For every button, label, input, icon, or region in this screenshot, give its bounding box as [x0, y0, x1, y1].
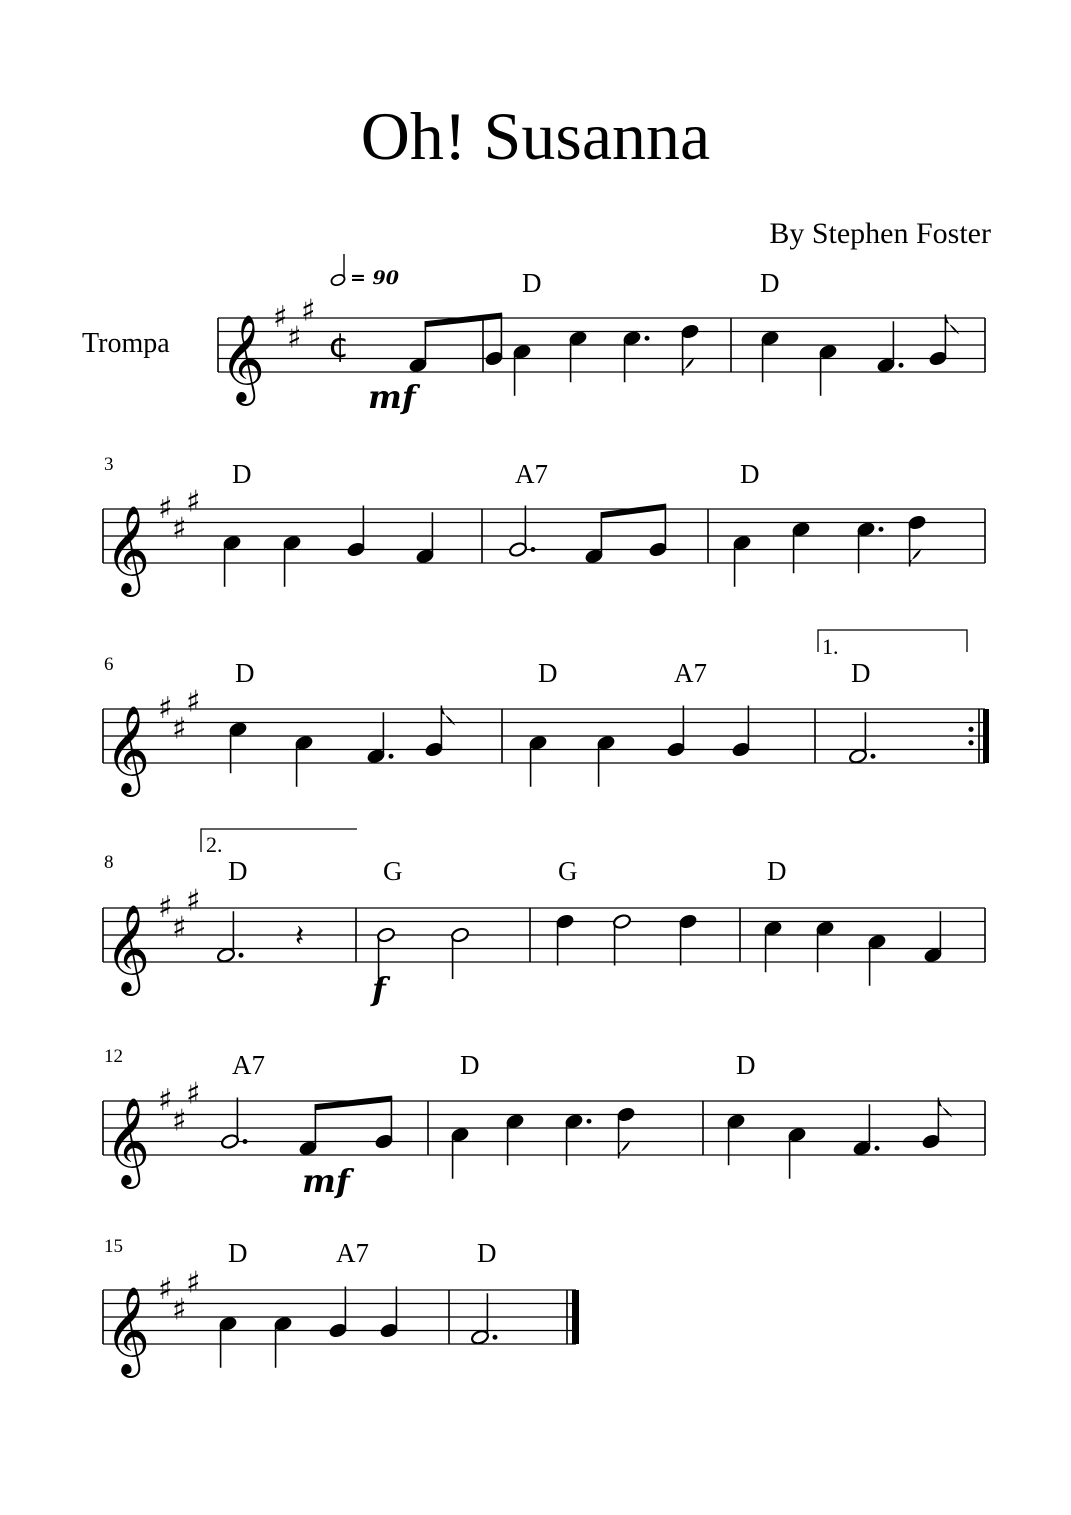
chord-symbol: D — [767, 856, 787, 886]
chord-symbol: D — [522, 268, 542, 298]
chord-symbol: D — [228, 1238, 248, 1268]
note — [763, 920, 782, 972]
note — [760, 330, 779, 382]
treble-clef: 𝄞 — [220, 313, 265, 402]
measure-number: 3 — [104, 454, 114, 475]
sharp-sign: ♯ — [172, 1292, 187, 1328]
note — [678, 913, 697, 965]
note — [216, 911, 243, 963]
instrument-label: Trompa — [82, 328, 170, 359]
augmentation-dot — [587, 1119, 592, 1124]
augmentation-dot — [899, 363, 904, 368]
volta-bracket-1 — [818, 630, 967, 652]
note — [450, 1126, 469, 1178]
sharp-sign: ♯ — [158, 890, 173, 925]
note — [907, 514, 926, 566]
treble-clef: 𝄞 — [105, 903, 150, 992]
chord-symbol: D — [228, 856, 248, 886]
note — [379, 1287, 398, 1339]
treble-clef: 𝄞 — [105, 1285, 150, 1374]
note — [787, 1126, 806, 1178]
sharp-sign: ♯ — [172, 711, 187, 747]
volta-label-2: 2. — [206, 832, 223, 857]
note — [622, 330, 649, 382]
dynamic-marking: mf — [368, 378, 416, 416]
sharp-sign: ♯ — [287, 320, 302, 356]
flag — [910, 549, 922, 567]
sharp-sign: ♯ — [158, 691, 173, 726]
sharp-sign: ♯ — [301, 293, 316, 329]
sharp-sign: ♯ — [158, 1083, 173, 1118]
tempo-value: = 90 — [350, 267, 399, 289]
note — [612, 913, 631, 965]
augmentation-dot — [493, 1335, 498, 1340]
chord-symbol: A7 — [232, 1050, 265, 1080]
augmentation-dot — [871, 754, 876, 759]
note — [680, 323, 699, 375]
note — [726, 1113, 745, 1165]
note — [876, 321, 903, 373]
chord-symbol: A7 — [674, 658, 707, 688]
note — [818, 343, 837, 395]
note — [923, 911, 942, 963]
sharp-sign: ♯ — [273, 300, 288, 335]
note — [328, 1287, 347, 1339]
note — [512, 343, 531, 395]
chord-symbol: G — [383, 856, 403, 886]
treble-clef: 𝄞 — [105, 504, 150, 593]
note — [366, 712, 393, 764]
augmentation-dot — [389, 754, 394, 759]
note — [528, 734, 547, 786]
treble-clef: 𝄞 — [105, 704, 150, 793]
measure-number: 15 — [104, 1236, 123, 1257]
note — [298, 1104, 317, 1156]
note — [273, 1315, 292, 1367]
note — [856, 521, 883, 573]
quarter-rest: 𝄽 — [295, 918, 305, 954]
note — [867, 933, 886, 985]
sharp-sign: ♯ — [158, 1272, 173, 1307]
note — [596, 734, 615, 786]
volta-label-1: 1. — [822, 634, 839, 659]
note — [220, 1098, 247, 1150]
chord-symbol: D — [851, 658, 871, 688]
note — [484, 315, 503, 367]
measure-number: 6 — [104, 654, 114, 675]
repeat-dot — [968, 740, 973, 745]
chord-symbol: A7 — [515, 459, 548, 489]
note — [732, 534, 751, 586]
final-barline-thick — [572, 1290, 579, 1344]
chord-symbol: D — [740, 459, 760, 489]
note — [450, 927, 469, 979]
repeat-dot — [968, 727, 973, 732]
note — [568, 330, 587, 382]
note — [218, 1315, 237, 1367]
dynamic-marking: mf — [302, 1162, 350, 1200]
note — [648, 506, 667, 558]
note — [584, 512, 603, 564]
augmentation-dot — [875, 1146, 880, 1151]
volta-bracket-2 — [201, 829, 357, 852]
sharp-sign: ♯ — [186, 484, 201, 520]
beam — [315, 1096, 393, 1111]
note — [508, 506, 535, 558]
augmentation-dot — [243, 1139, 248, 1144]
note — [555, 913, 574, 965]
note — [505, 1113, 524, 1165]
chord-symbol: D — [460, 1050, 480, 1080]
chord-symbol: D — [760, 268, 780, 298]
measure-number: 8 — [104, 852, 114, 873]
cut-time-sign: ¢ — [328, 326, 350, 366]
score-title: Oh! Susanna — [360, 98, 711, 174]
note — [408, 321, 427, 373]
tempo-marking — [330, 254, 399, 289]
sharp-sign: ♯ — [186, 1076, 201, 1112]
composer-credit: By Stephen Foster — [769, 217, 991, 250]
note — [222, 534, 241, 586]
note — [815, 920, 834, 972]
flag — [683, 358, 695, 376]
sharp-sign: ♯ — [186, 1265, 201, 1301]
chord-symbol: D — [235, 658, 255, 688]
augmentation-dot — [239, 953, 244, 958]
sharp-sign: ♯ — [158, 491, 173, 526]
chord-symbol: D — [232, 459, 252, 489]
measure-number: 12 — [104, 1046, 123, 1067]
augmentation-dot — [531, 547, 536, 552]
note — [282, 534, 301, 586]
note — [852, 1104, 879, 1156]
dynamic-marking: f — [372, 970, 386, 1008]
treble-clef: 𝄞 — [105, 1096, 150, 1185]
note — [295, 919, 304, 954]
sharp-sign: ♯ — [186, 883, 201, 919]
repeat-barline-thick — [983, 709, 989, 763]
chord-symbol: D — [477, 1238, 497, 1268]
sharp-sign: ♯ — [172, 1103, 187, 1139]
note — [731, 706, 750, 758]
chord-symbol: D — [736, 1050, 756, 1080]
note — [346, 506, 365, 558]
note — [791, 521, 810, 573]
beam — [425, 313, 503, 328]
note — [374, 1098, 393, 1150]
chord-symbol: G — [558, 856, 578, 886]
note — [228, 721, 247, 773]
note — [470, 1293, 497, 1345]
augmentation-dot — [645, 336, 650, 341]
sharp-sign: ♯ — [172, 910, 187, 946]
note — [415, 512, 434, 564]
sharp-sign: ♯ — [172, 511, 187, 547]
note — [666, 706, 685, 758]
note — [564, 1113, 591, 1165]
note — [616, 1106, 635, 1158]
beam — [601, 504, 667, 519]
augmentation-dot — [879, 527, 884, 532]
sharp-sign: ♯ — [186, 684, 201, 720]
chord-symbol: A7 — [336, 1238, 369, 1268]
chord-symbol: D — [538, 658, 558, 688]
flag — [619, 1141, 631, 1159]
note — [294, 734, 313, 786]
note — [848, 712, 875, 764]
